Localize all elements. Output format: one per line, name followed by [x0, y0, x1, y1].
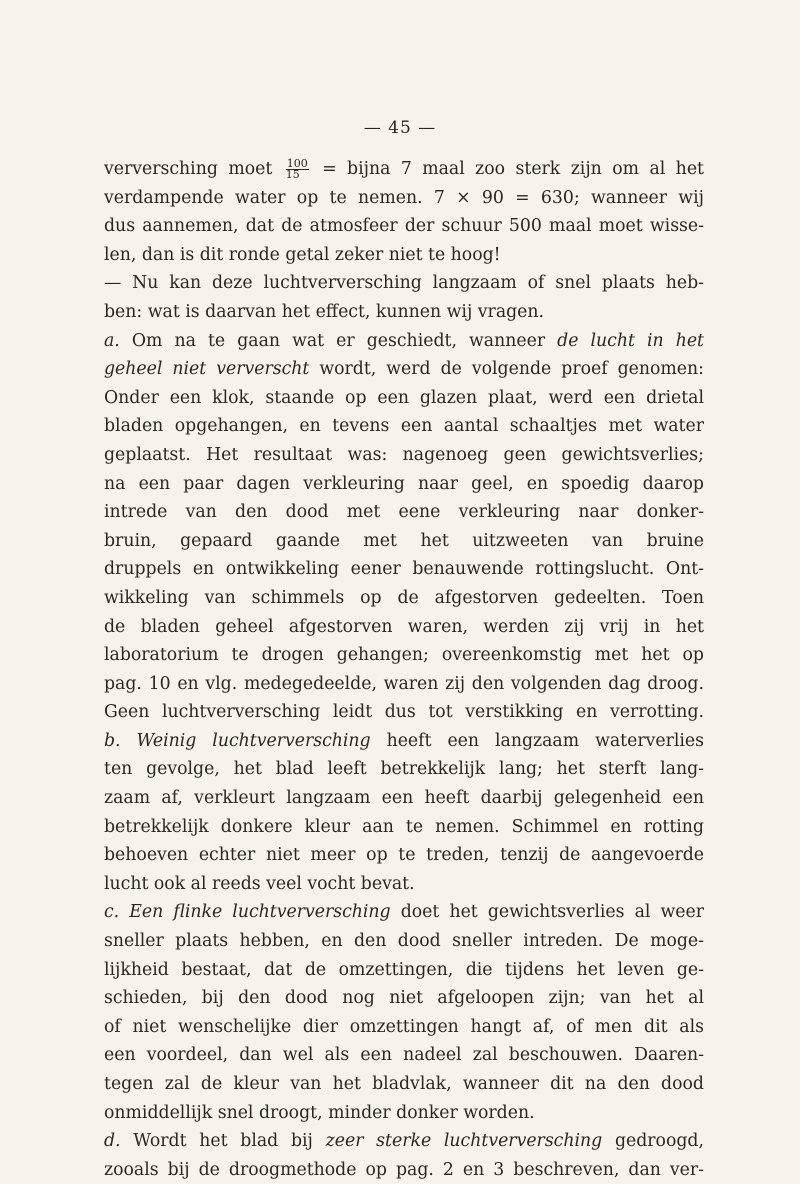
- text-line: intrede van den dood met eene verkleuring naar donker-: [104, 502, 704, 523]
- text-line: len, dan is dit ronde getal zeker niet te hoog!: [104, 244, 501, 265]
- text-line: d. Wordt het blad bij zeer sterke luchtverversching gedroogd,: [104, 1131, 704, 1152]
- text-line: — Nu kan deze luchtverversching langzaam of snel plaats heb-: [104, 273, 704, 294]
- text-line: verversching moet $\frac{100}{15}$ = bijna 7 maal zoo sterk zijn om al het: [104, 157, 704, 181]
- text-line: Geen luchtverversching leidt dus tot verstikking en verrotting.: [104, 702, 704, 723]
- text-line: geheel niet ververscht wordt, werd de volgende proef genomen:: [104, 359, 704, 380]
- page-number: — 45 —: [363, 118, 437, 138]
- fraction: $\frac{100}{15}$: [285, 157, 308, 181]
- text-line: na een paar dagen verkleuring naar geel, en spoedig daarop: [104, 473, 704, 494]
- text-line: lijkheid bestaat, dat de omzettingen, die tijdens het leven ge-: [104, 959, 704, 980]
- text-line: b. Weinig luchtverversching heeft een langzaam waterverlies: [104, 730, 704, 751]
- text-line: Onder een klok, staande op een glazen plaat, werd een drietal: [104, 387, 704, 408]
- text-line: schieden, bij den dood nog niet afgeloopen zijn; van het al: [104, 988, 704, 1009]
- text-line: een voordeel, dan wel als een nadeel zal beschouwen. Daaren-: [104, 1045, 704, 1066]
- text-line: onmiddellijk snel droogt, minder donker worden.: [104, 1102, 535, 1123]
- text-line: de bladen geheel afgestorven waren, werden zij vrij in het: [104, 616, 704, 637]
- text-line: a. Om na te gaan wat er geschiedt, wanneer de lucht in het: [104, 330, 704, 351]
- text-line: tegen zal de kleur van het bladvlak, wanneer dit na den dood: [104, 1074, 704, 1094]
- text-line: geplaatst. Het resultaat was: nagenoeg geen gewichtsverlies;: [104, 444, 704, 465]
- text-line: laboratorium te drogen gehangen; overeenkomstig met het op: [104, 645, 704, 666]
- text-line: ten gevolge, het blad leeft betrekkelijk lang; het sterft lang-: [104, 759, 704, 780]
- text-line: betrekkelijk donkere kleur aan te nemen. Schimmel en rotting: [104, 816, 704, 837]
- text-line: c. Een flinke luchtverversching doet het gewichtsverlies al weer: [104, 902, 704, 923]
- text-line: lucht ook al reeds veel vocht bevat.: [104, 873, 415, 894]
- body-text: [104, 155, 704, 1184]
- text-line: of niet wenschelijke dier omzettingen hangt af, of men dit als: [104, 1016, 704, 1037]
- text-line: pag. 10 en vlg. medegedeelde, waren zij den volgenden dag droog.: [104, 673, 704, 694]
- text-line: behoeven echter niet meer op te treden, tenzij de aangevoerde: [104, 845, 704, 866]
- text-line: druppels en ontwikkeling eener benauwende rottingslucht. Ont-: [104, 559, 704, 580]
- text-line: zooals bij de droogmethode op pag. 2 en 3 beschreven, dan ver-: [104, 1159, 704, 1180]
- text-line: ben: wat is daarvan het effect, kunnen wij vragen.: [104, 301, 545, 322]
- text-line: wikkeling van schimmels op de afgestorven gedeelten. Toen: [104, 587, 704, 608]
- text-line: zaam af, verkleurt langzaam een heeft daarbij gelegenheid een: [104, 788, 704, 809]
- text-line: sneller plaats hebben, en den dood sneller intreden. De moge-: [104, 931, 704, 952]
- text-line: dus aannemen, dat de atmosfeer der schuur 500 maal moet wisse-: [104, 216, 704, 237]
- text-line: bladen opgehangen, en tevens een aantal schaaltjes met water: [104, 416, 704, 437]
- text-line: verdampende water op te nemen. 7 × 90 = 630; wanneer wij: [104, 187, 704, 208]
- text-line: bruin, gepaard gaande met het uitzweeten van bruine: [104, 530, 704, 551]
